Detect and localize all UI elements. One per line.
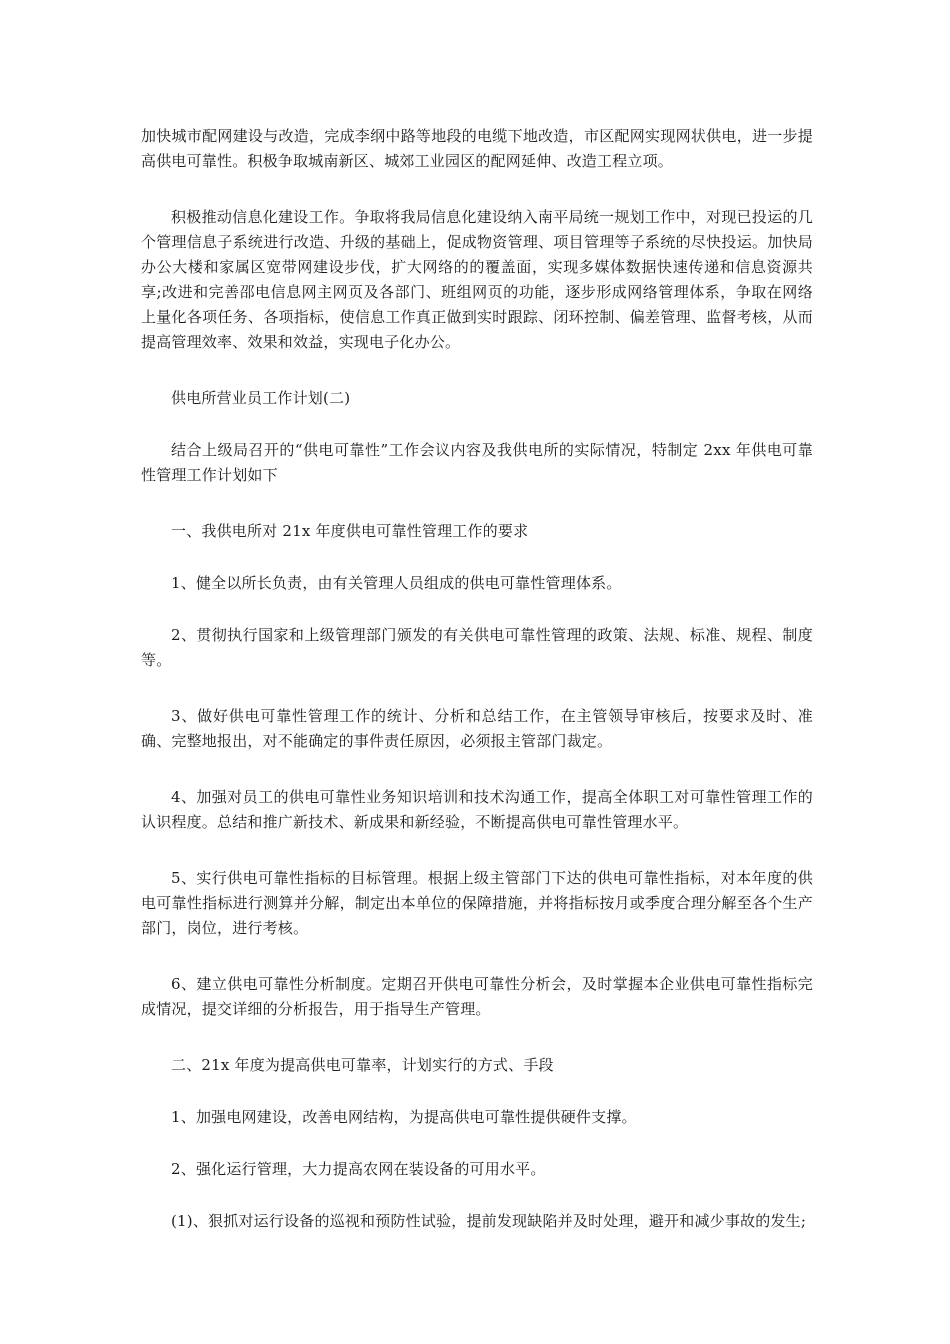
section-heading: 供电所营业员工作计划(二) <box>171 389 351 407</box>
item-5: 5、实行供电可靠性指标的目标管理。根据上级主管部门下达的供电可靠性指标，对本年度的供电可靠性指标进行测算并分解，制定出本单位的保障措施，并将指标按月或季度合理分解至各个生产部门，岗位，进行考核。 <box>141 869 813 937</box>
item-6: 6、建立供电可靠性分析制度。定期召开供电可靠性分析会，及时掌握本企业供电可靠性指标完成情况，提交详细的分析报告，用于指导生产管理。 <box>141 975 813 1018</box>
item-2: 2、贯彻执行国家和上级管理部门颁发的有关供电可靠性管理的政策、法规、标准、规程、制度等。 <box>141 626 813 669</box>
part-one-heading: 一、我供电所对 21x 年度供电可靠性管理工作的要求 <box>171 522 529 540</box>
measure-1: 1、加强电网建设，改善电网结构，为提高供电可靠性提供硬件支撑。 <box>171 1108 637 1126</box>
paragraph-1: 加快城市配网建设与改造，完成李纲中路等地段的电缆下地改造，市区配网实现网状供电，进一步提高供电可靠性。积极争取城南新区、城郊工业园区的配网延伸、改造工程立项。 <box>141 127 813 170</box>
part-two-heading: 二、21x 年度为提高供电可靠率，计划实行的方式、手段 <box>171 1056 554 1074</box>
measure-2: 2、强化运行管理，大力提高农网在装设备的可用水平。 <box>171 1160 546 1178</box>
paragraph-intro: 结合上级局召开的“供电可靠性”工作会议内容及我供电所的实际情况，特制定 2xx 年供电可靠性管理工作计划如下 <box>141 441 813 484</box>
document-page <box>141 124 813 1265</box>
measure-2-sub-1: (1)、狠抓对运行设备的巡视和预防性试验，提前发现缺陷并及时处理，避开和减少事故的发生; <box>171 1212 807 1230</box>
item-1: 1、健全以所长负责，由有关管理人员组成的供电可靠性管理体系。 <box>171 574 622 592</box>
item-4: 4、加强对员工的供电可靠性业务知识培训和技术沟通工作，提高全体职工对可靠性管理工作的认识程度。总结和推广新技术、新成果和新经验，不断提高供电可靠性管理水平。 <box>141 788 813 831</box>
paragraph-2: 积极推动信息化建设工作。争取将我局信息化建设纳入南平局统一规划工作中，对现已投运的几个管理信息子系统进行改造、升级的基础上，促成物资管理、项目管理等子系统的尽快投运。加快局办公大楼和家属区宽带网建设步伐，扩大网络的的覆盖面，实现多媒体数据快速传递和信息资源共享;改进和完善邵电信息网主网页及各部门、班组网页的功能，逐步形成网络管理体系，争取在网络上量化各项任务、各项指标，使信息工作真正做到实时跟踪、闭环控制、偏差管理、监督考核，从而提高管理效率、效果和效益，实现电子化办公。 <box>141 208 813 351</box>
item-3: 3、做好供电可靠性管理工作的统计、分析和总结工作，在主管领导审核后，按要求及时、准确、完整地报出，对不能确定的事件责任原因，必须报主管部门裁定。 <box>141 707 813 750</box>
